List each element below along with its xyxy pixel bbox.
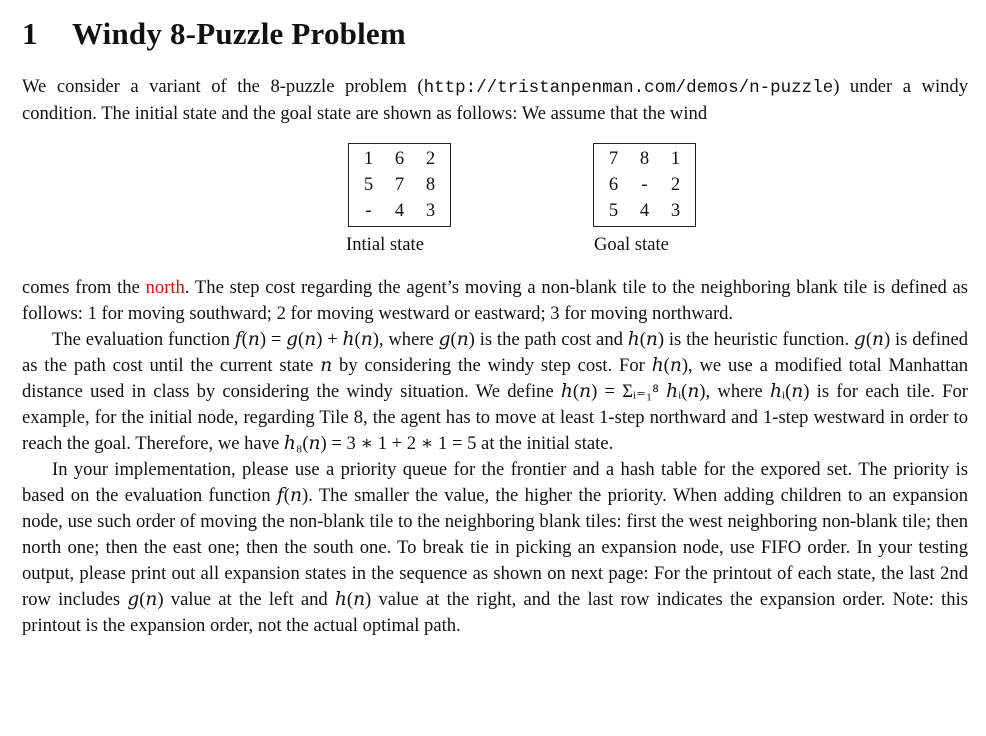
wind-text-rest: . The step cost regarding the agent’s moving a non-blank tile to the neighboring blank tile is defined as follows: 1 for moving southward; 2 for moving westward or eastward; 3 for moving northward.: [22, 277, 968, 324]
evaluation-paragraph: [22, 327, 968, 457]
implementation-text: In your implementation, please use a priority queue for the frontier and a hash table for the expored set. The priority is based on the evaluation function 𝑓(𝑛). The smaller the value, the higher the priority. When adding children to an expansion node, use such order of moving the non-blank tile to the neighboring blank tiles: first the west neighboring non-blank tile; then north one; then the east one; then the south one. To break tie in picking an expansion node, use FIFO order. In your testing output, please print out all expansion states in the sequence as shown on next page: For the printout of each state, the last 2nd row includes 𝑔(𝑛) value at the left and ℎ(𝑛) value at the right, and the last row indicates the expansion order. Note: this printout is the expansion order, not the actual optimal path.: [22, 459, 968, 636]
body-text: [22, 275, 968, 639]
puzzle-tile: -: [365, 200, 372, 221]
puzzle-tile: 8: [425, 174, 436, 195]
puzzle-tile: 6: [394, 148, 405, 169]
implementation-paragraph: [22, 457, 968, 639]
wind-paragraph: [22, 275, 968, 327]
puzzle-demo-link[interactable]: http://tristanpenman.com/demos/n-puzzle: [423, 78, 834, 98]
puzzle-tile: 6: [608, 174, 619, 195]
puzzle-tile: 4: [394, 200, 405, 221]
initial-state-caption: Intial state: [346, 234, 424, 255]
puzzle-tile: 8: [639, 148, 650, 169]
puzzle-tile: 3: [425, 200, 436, 221]
puzzle-tile: 5: [363, 174, 374, 195]
goal-state-caption: Goal state: [594, 234, 669, 255]
wind-direction: north: [145, 277, 185, 298]
section-heading: [22, 16, 406, 52]
section-number: 1: [22, 16, 38, 51]
intro-text-before-url: We consider a variant of the 8-puzzle problem (: [22, 76, 424, 97]
puzzle-tile: 1: [363, 148, 374, 169]
wind-text-prefix: comes from the: [22, 277, 146, 298]
puzzle-tile: 2: [425, 148, 436, 169]
puzzle-tile: 7: [394, 174, 405, 195]
intro-paragraph: [22, 74, 968, 127]
puzzle-tile: 1: [670, 148, 681, 169]
goal-state-grid: [593, 143, 696, 227]
puzzle-tile: -: [641, 174, 648, 195]
puzzle-tile: 3: [670, 200, 681, 221]
puzzle-tile: 2: [670, 174, 681, 195]
evaluation-text: The evaluation function 𝑓(𝑛) = 𝑔(𝑛) + ℎ(𝑛), where 𝑔(𝑛) is the path cost and ℎ(𝑛) is the heuristic function. 𝑔(𝑛) is defined as the path cost until the current state 𝑛 by considering the windy step cost. For ℎ(𝑛), we use a modified total Manhattan distance used in class by considering the windy situation. We define ℎ(𝑛) = Σᵢ₌₁⁸ ℎᵢ(𝑛), where ℎᵢ(𝑛) is for each tile. For example, for the initial node, regarding Tile 8, the agent has to move at least 1-step northward and 1-step westward in order to reach the goal. Therefore, we have ℎ₈(𝑛) = 3 ∗ 1 + 2 ∗ 1 = 5 at the initial state.: [22, 329, 968, 454]
section-title: Windy 8-Puzzle Problem: [72, 16, 406, 51]
puzzle-tile: 5: [608, 200, 619, 221]
initial-state-grid: [348, 143, 451, 227]
puzzle-tile: 4: [639, 200, 650, 221]
intro-text-after-url: ) under a windy condition. The initial state and the goal state are shown as follows: We assume that the wind: [22, 76, 968, 124]
puzzle-tile: 7: [608, 148, 619, 169]
